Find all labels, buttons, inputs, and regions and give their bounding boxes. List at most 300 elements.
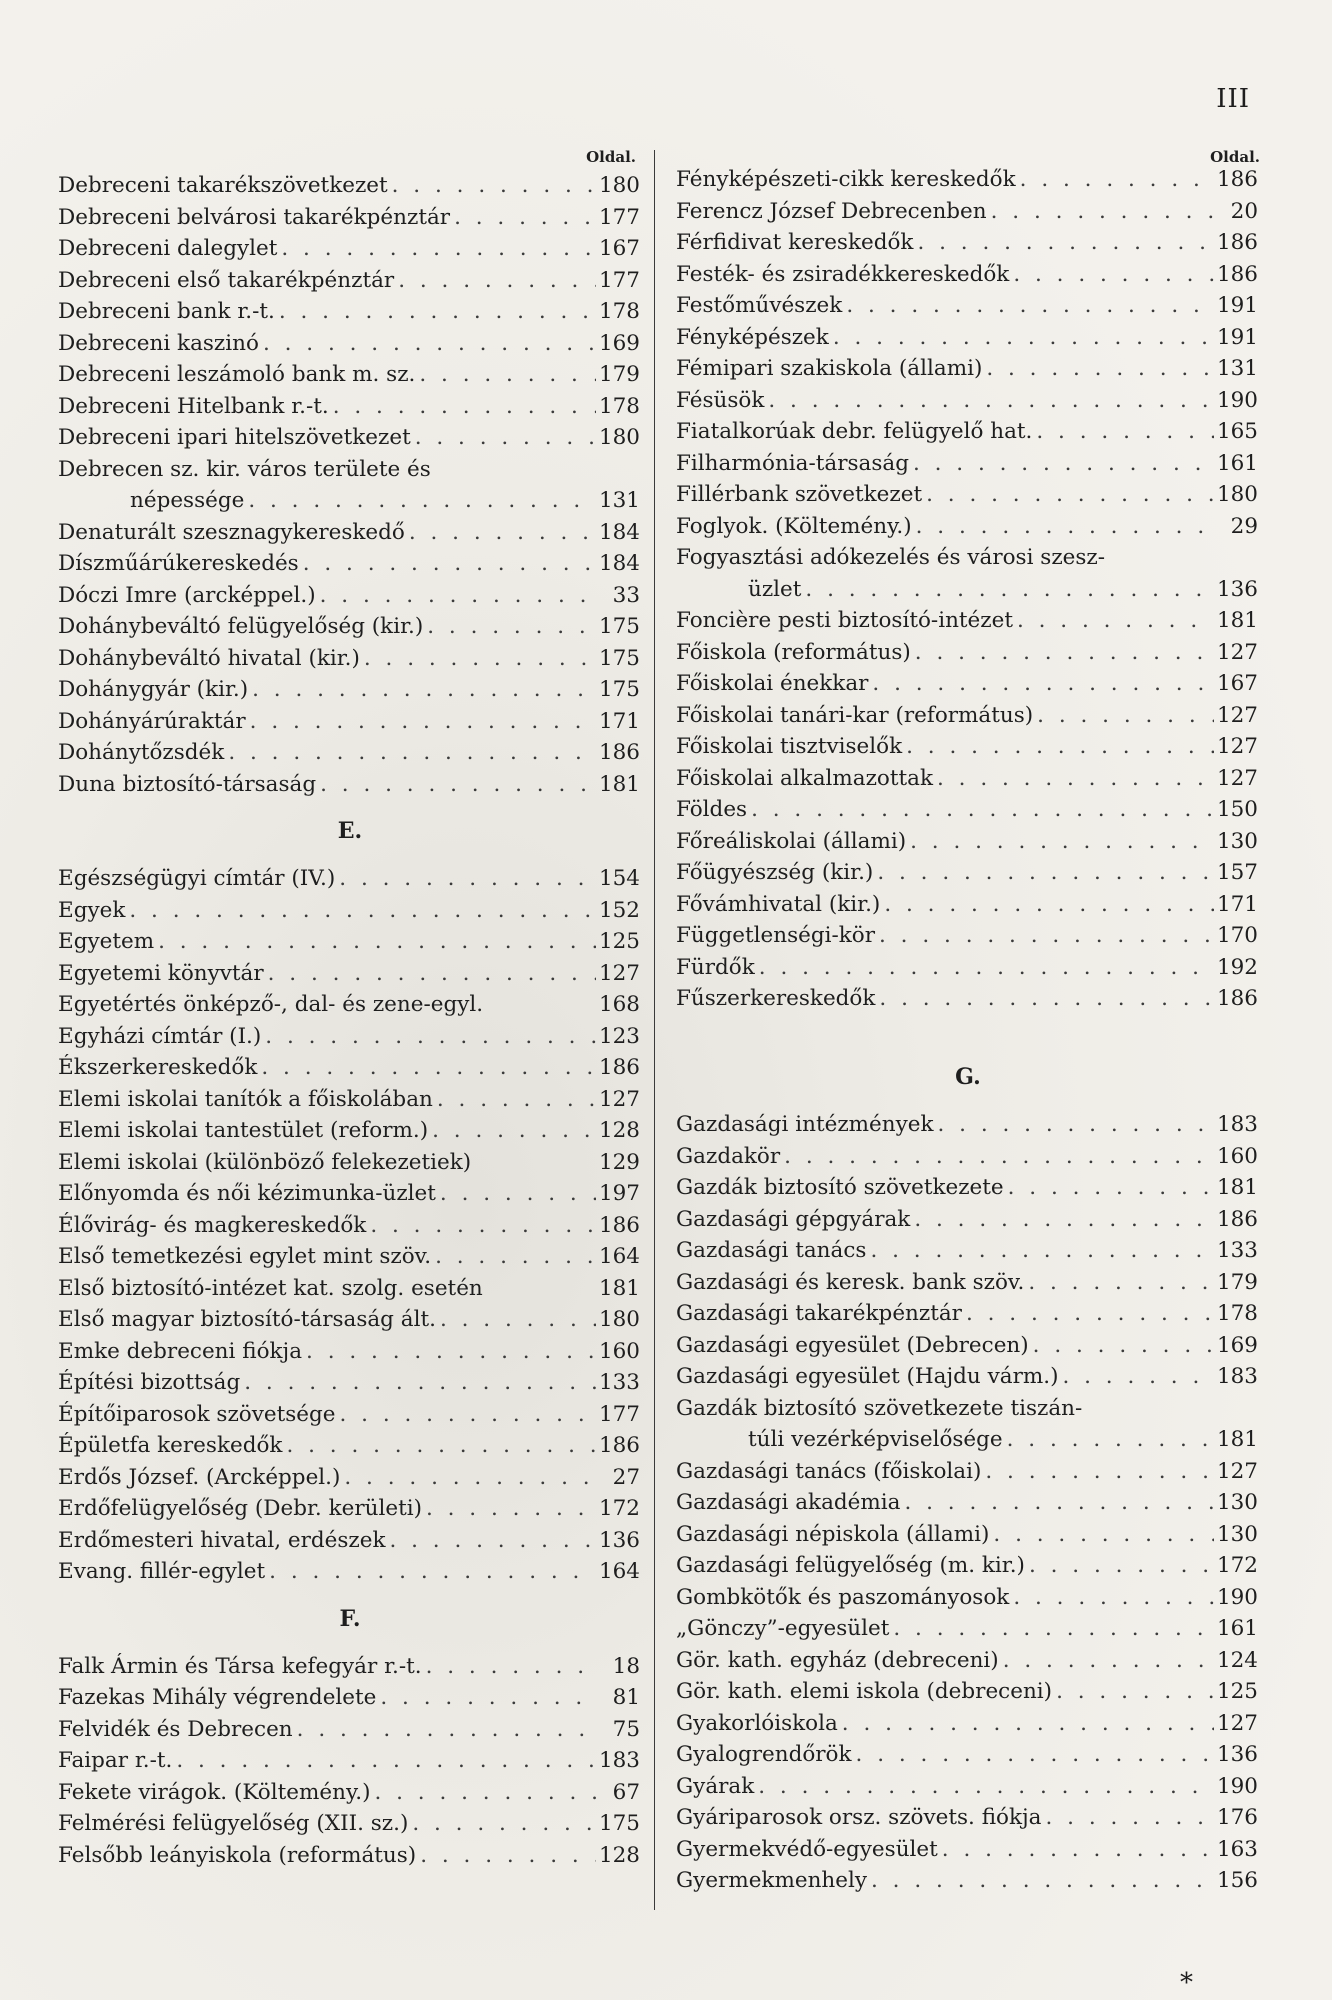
entry-name: Épületfa kereskedők	[58, 1433, 283, 1458]
dot-leader	[909, 448, 1214, 480]
entry-name: Főiskolai énekkar	[676, 671, 869, 696]
dot-leader	[1033, 700, 1214, 732]
dot-leader	[999, 1645, 1214, 1677]
dot-leader	[240, 1367, 596, 1399]
entry-name: Fényképészek	[676, 324, 829, 350]
dot-leader	[829, 322, 1214, 354]
dot-leader	[316, 580, 596, 612]
entry-name: Debrecen sz. kir. város területe és	[58, 456, 431, 482]
index-entry	[58, 1840, 642, 1872]
entry-name: Élővirág- és magkereskedők	[58, 1212, 367, 1238]
index-entry	[676, 1802, 1260, 1834]
entry-name: Földes	[676, 797, 748, 822]
index-entry	[676, 1676, 1260, 1708]
index-entry	[676, 322, 1260, 354]
entry-page-number: 186	[598, 1212, 640, 1238]
index-entry	[58, 1178, 642, 1210]
entry-name: Debreceni belvárosi takarékpénztár	[58, 204, 451, 230]
dot-leader	[1052, 1676, 1214, 1708]
dot-leader	[933, 763, 1214, 795]
entry-page-number: 181	[598, 1275, 640, 1301]
index-entry	[58, 1210, 642, 1242]
index-entry	[58, 1052, 642, 1084]
entry-name: Gazdasági felügyelőség (m. kir.)	[676, 1553, 1025, 1578]
entry-name: Gyalogrendőrök	[676, 1742, 852, 1767]
dot-leader	[1013, 605, 1214, 637]
entry-name: túli vezérképviselősége	[748, 1427, 1003, 1452]
entry-page-number: 133	[1216, 1238, 1258, 1263]
entry-page-number: 164	[598, 1244, 640, 1269]
entry-page-number: 191	[1216, 324, 1258, 350]
entry-page-number: 33	[612, 582, 640, 608]
index-entry	[676, 637, 1260, 669]
entry-page-number: 177	[598, 267, 640, 293]
entry-name: Gazdasági gépgyárak	[676, 1206, 911, 1232]
index-entry	[676, 1109, 1260, 1141]
entry-name: Gyárak	[676, 1773, 755, 1799]
entry-name: Férfidivat kereskedők	[676, 230, 914, 255]
dot-leader	[1004, 1172, 1214, 1204]
dot-leader	[981, 1456, 1214, 1488]
entry-page-number: 20	[1230, 198, 1258, 224]
entry-name: Erdőfelügyelőség (Debr. kerületi)	[58, 1496, 422, 1521]
dot-leader	[408, 1808, 596, 1840]
index-entry	[676, 1204, 1260, 1236]
entry-page-number: 130	[1216, 1521, 1258, 1547]
index-entry	[676, 1330, 1260, 1362]
dot-leader	[436, 1304, 596, 1336]
dot-leader	[962, 1298, 1214, 1330]
index-entry	[676, 731, 1260, 763]
dot-leader	[1029, 1330, 1214, 1362]
entry-name: Gazdák biztosító szövetkezete	[676, 1175, 1004, 1200]
entry-name: Debreceni Hitelbank r.-t.	[58, 393, 329, 419]
entry-page-number: 186	[598, 1055, 640, 1080]
index-entry	[58, 1304, 642, 1336]
entry-page-number: 181	[1216, 1175, 1258, 1200]
index-entry	[676, 1739, 1260, 1771]
dot-leader	[764, 385, 1214, 417]
dot-leader	[316, 769, 596, 801]
entry-name: Gazdasági népiskola (állami)	[676, 1521, 990, 1547]
dot-leader	[415, 359, 596, 391]
index-entry	[58, 958, 642, 990]
dot-leader	[244, 485, 596, 517]
dot-leader	[277, 233, 596, 265]
entry-page-number: 183	[1216, 1364, 1258, 1389]
entry-page-number: 81	[612, 1685, 640, 1710]
entry-name: Faipar r.-t.	[58, 1748, 173, 1773]
entry-page-number: 18	[612, 1653, 640, 1679]
index-entry	[676, 889, 1260, 921]
entry-name: Evang. fillér-egylet	[58, 1559, 266, 1584]
entry-name: Egyházi címtár (I.)	[58, 1023, 262, 1049]
entry-name: Gazdasági és keresk. bank szöv.	[676, 1269, 1025, 1295]
entry-name: Fillérbank szövetkezet	[676, 482, 923, 507]
index-entry	[676, 1298, 1260, 1330]
index-entry	[58, 359, 642, 391]
index-entry	[676, 1771, 1260, 1803]
dot-leader	[1016, 164, 1214, 196]
entry-page-number: 130	[1216, 828, 1258, 854]
entry-name: Debreceni bank r.-t.	[58, 299, 275, 324]
entry-page-number: 183	[598, 1748, 640, 1773]
dot-leader	[934, 1109, 1215, 1141]
entry-name: Debreceni dalegylet	[58, 236, 278, 261]
entry-name: Egészségügyi címtár (IV.)	[58, 866, 336, 891]
dot-leader	[1025, 1550, 1214, 1582]
dot-leader	[293, 1714, 596, 1746]
dot-leader	[336, 1399, 597, 1431]
index-entry	[58, 989, 642, 1021]
entry-name: Dohánygyár (kir.)	[58, 677, 249, 702]
dot-leader	[422, 1493, 596, 1525]
entry-page-number: 183	[1216, 1112, 1258, 1137]
index-entry	[676, 416, 1260, 448]
dot-leader	[1042, 1802, 1215, 1834]
dot-leader	[867, 1865, 1214, 1897]
entry-name: Gyermekvédő-egyesület	[676, 1836, 938, 1862]
index-entry	[676, 353, 1260, 385]
entry-page-number: 67	[612, 1779, 640, 1805]
dot-leader	[125, 895, 596, 927]
entry-name: Egyetértés önképző-, dal- és zene-egyl.	[58, 992, 484, 1017]
entry-name: Előnyomda és női kézimunka-üzlet	[58, 1181, 436, 1206]
entry-page-number: 190	[1216, 1584, 1258, 1610]
entry-name: Dohánybeváltó hivatal (kir.)	[58, 645, 360, 671]
index-entry	[676, 196, 1260, 228]
index-entry	[58, 1651, 642, 1683]
entry-name: Elemi iskolai (különböző felekezetiek)	[58, 1149, 472, 1175]
dot-leader	[912, 511, 1214, 543]
entry-page-number: 169	[598, 330, 640, 356]
entry-name: Felmérési felügyelőség (XII. sz.)	[58, 1811, 409, 1836]
index-entry	[58, 1336, 642, 1368]
entry-page-number: 124	[1216, 1647, 1258, 1673]
dot-leader	[842, 290, 1214, 322]
dot-leader	[265, 1556, 596, 1588]
index-entry	[58, 296, 642, 328]
index-entry	[58, 170, 642, 202]
entry-page-number: 180	[1216, 482, 1258, 507]
entry-page-number: 27	[612, 1464, 640, 1490]
entry-name: Főiskolai tisztviselők	[676, 734, 903, 759]
entry-name: Első magyar biztosító-társaság ált.	[58, 1307, 436, 1332]
entry-page-number: 177	[598, 1401, 640, 1427]
entry-name: Gör. kath. elemi iskola (debreceni)	[676, 1679, 1053, 1704]
entry-page-number: 181	[1216, 1427, 1258, 1452]
page-number: III	[1216, 84, 1250, 114]
entry-name: Emke debreceni fiókja	[58, 1338, 303, 1364]
index-entry	[58, 737, 642, 769]
entry-page-number: 186	[598, 1433, 640, 1458]
index-entry	[58, 1021, 642, 1053]
index-entry	[58, 611, 642, 643]
dot-leader	[987, 196, 1214, 228]
entry-page-number: 169	[1216, 1332, 1258, 1358]
index-entry	[676, 700, 1260, 732]
entry-page-number: 160	[598, 1338, 640, 1364]
index-entry	[676, 763, 1260, 795]
dot-leader	[431, 1241, 596, 1273]
dot-leader	[1058, 1361, 1214, 1393]
entry-page-number: 131	[598, 488, 640, 513]
section-letter: F.	[339, 1605, 361, 1632]
dot-leader	[902, 731, 1214, 763]
dot-leader	[405, 517, 596, 549]
entry-page-number: 179	[1216, 1269, 1258, 1295]
entry-name: „Gönczy”-egyesület	[676, 1616, 890, 1641]
index-entry	[58, 580, 642, 612]
entry-page-number: 167	[598, 236, 640, 261]
dot-leader	[275, 296, 596, 328]
index-entry	[58, 422, 642, 454]
section-gap	[676, 1015, 1260, 1047]
entry-page-number: 180	[598, 1307, 640, 1332]
entry-name: Gazdák biztosító szövetkezete tiszán-	[676, 1395, 1083, 1421]
entry-page-number: 178	[598, 299, 640, 324]
dot-leader	[1032, 416, 1214, 448]
entry-page-number: 180	[598, 425, 640, 450]
left-column	[58, 148, 642, 1871]
dot-leader	[1024, 1267, 1214, 1299]
entry-page-number: 170	[1216, 923, 1258, 948]
dot-leader	[224, 737, 596, 769]
dot-leader	[329, 391, 596, 423]
entry-page-number: 130	[1216, 1490, 1258, 1515]
index-entry	[58, 1399, 642, 1431]
dot-leader	[875, 983, 1214, 1015]
index-entry	[58, 895, 642, 927]
index-entry	[676, 448, 1260, 480]
entry-page-number: 129	[598, 1149, 640, 1175]
dot-leader	[906, 826, 1214, 858]
entry-page-number: 186	[1216, 230, 1258, 255]
entry-page-number: 172	[598, 1496, 640, 1521]
entry-page-number: 75	[612, 1716, 640, 1742]
entry-name: Első biztosító-intézet kat. szolg. esetén	[58, 1275, 483, 1301]
dot-leader	[873, 857, 1214, 889]
entry-page-number: 190	[1216, 387, 1258, 413]
dot-leader	[299, 548, 596, 580]
entry-name: Elemi iskolai tanítók a főiskolában	[58, 1086, 433, 1112]
index-entry	[676, 1172, 1260, 1204]
entry-page-number: 167	[1216, 671, 1258, 696]
entry-page-number: 171	[1216, 891, 1258, 917]
entry-page-number: 175	[598, 677, 640, 702]
index-entry	[676, 1582, 1260, 1614]
entry-page-number: 181	[598, 771, 640, 797]
dot-leader	[780, 1141, 1214, 1173]
entry-name: Fazekas Mihály végrendelete	[58, 1685, 377, 1710]
entry-name: Dohánytőzsdék	[58, 740, 225, 765]
left-column-header: Oldal.	[586, 148, 636, 166]
dot-leader	[938, 1834, 1214, 1866]
entry-page-number: 161	[1216, 1616, 1258, 1641]
index-entry	[58, 1493, 642, 1525]
entry-name: Debreceni leszámoló bank m. sz.	[58, 362, 416, 387]
index-entry	[58, 1084, 642, 1116]
entry-page-number: 178	[598, 393, 640, 419]
entry-page-number: 127	[1216, 734, 1258, 759]
entry-name: Fésüsök	[676, 387, 765, 413]
dot-leader	[982, 353, 1214, 385]
entry-page-number: 175	[598, 1811, 640, 1836]
entry-name: Gazdasági egyesület (Debrecen)	[676, 1332, 1029, 1358]
dot-leader	[1009, 259, 1214, 291]
entry-name: Dohányárúraktár	[58, 708, 246, 734]
index-entry	[676, 227, 1260, 259]
entry-name: Gyáriparosok orsz. szövets. fiókja	[676, 1805, 1042, 1830]
entry-name: Építőiparosok szövetsége	[58, 1401, 336, 1427]
dot-leader	[428, 1115, 596, 1147]
index-entry	[58, 391, 642, 423]
dot-leader	[385, 1525, 596, 1557]
entry-page-number: 176	[1216, 1805, 1258, 1830]
entry-page-number: 127	[1216, 1458, 1258, 1484]
dot-leader	[913, 227, 1214, 259]
index-entry	[58, 1745, 642, 1777]
entry-page-number: 181	[1216, 608, 1258, 633]
index-entry	[58, 1115, 642, 1147]
entry-name: Duna biztosító-társaság	[58, 771, 317, 797]
index-entry	[58, 1241, 642, 1273]
entry-name: Denaturált szesznagykereskedő	[58, 519, 405, 545]
index-entry	[58, 1430, 642, 1462]
dot-leader	[801, 574, 1214, 606]
entry-page-number: 127	[1216, 1710, 1258, 1736]
entry-page-number: 127	[1216, 765, 1258, 791]
entry-name: Egyek	[58, 897, 126, 923]
entry-name: Foglyok. (Költemény.)	[676, 513, 912, 539]
index-entry	[58, 1556, 642, 1588]
index-entry	[676, 920, 1260, 952]
dot-leader	[755, 952, 1214, 984]
dot-leader	[360, 643, 596, 675]
dot-leader	[366, 1210, 596, 1242]
entry-name: Főügyészség (kir.)	[676, 860, 874, 885]
dot-leader	[423, 611, 596, 643]
dot-leader	[436, 1178, 596, 1210]
entry-name: Filharmónia-társaság	[676, 450, 909, 476]
index-entry	[676, 1519, 1260, 1551]
index-entry	[58, 328, 642, 360]
entry-name: Dóczi Imre (arcképpel.)	[58, 582, 316, 608]
entry-page-number: 133	[598, 1370, 640, 1395]
entry-name: Fővámhivatal (kir.)	[676, 891, 881, 917]
dot-leader	[754, 1771, 1214, 1803]
entry-page-number: 136	[1216, 576, 1258, 602]
dot-leader	[248, 674, 596, 706]
index-entry	[676, 983, 1260, 1015]
index-entry	[58, 1714, 642, 1746]
index-entry	[676, 1613, 1260, 1645]
entry-page-number: 161	[1216, 450, 1258, 476]
entry-page-number: 186	[598, 740, 640, 765]
index-entry	[676, 605, 1260, 637]
index-entry	[676, 857, 1260, 889]
entry-page-number: 184	[598, 519, 640, 545]
entry-page-number: 184	[598, 551, 640, 576]
entry-name: Gazdasági takarékpénztár	[676, 1301, 962, 1326]
entry-page-number: 192	[1216, 954, 1258, 980]
entry-name: Debreceni takarékszövetkezet	[58, 173, 388, 198]
dot-leader	[282, 1430, 596, 1462]
index-entry	[676, 574, 1260, 606]
index-entry	[676, 1267, 1260, 1299]
entry-name: Fiatalkorúak debr. felügyelő hat.	[676, 419, 1033, 444]
dot-leader	[911, 637, 1214, 669]
dot-leader	[261, 1021, 596, 1053]
dot-leader	[838, 1708, 1214, 1740]
index-entry	[58, 1682, 642, 1714]
entry-page-number: 186	[1216, 167, 1258, 192]
entry-page-number: 150	[1216, 797, 1258, 822]
dot-leader	[1003, 1424, 1214, 1456]
entry-name: Fogyasztási adókezelés és városi szesz-	[676, 545, 1106, 570]
index-entry	[676, 1834, 1260, 1866]
entry-page-number: 136	[1216, 1742, 1258, 1767]
entry-name: Gazdasági intézmények	[676, 1112, 934, 1137]
dot-leader	[257, 1052, 596, 1084]
index-entry	[676, 794, 1260, 826]
entry-name: Gyakorlóiskola	[676, 1710, 838, 1736]
entry-name: Fürdők	[676, 954, 755, 980]
index-entry	[58, 517, 642, 549]
entry-name: Gazdakör	[676, 1143, 781, 1169]
dot-leader	[335, 863, 596, 895]
entry-name: Erdős József. (Arcképpel.)	[58, 1464, 341, 1490]
entry-name: Dohánybeváltó felügyelőség (kir.)	[58, 614, 424, 639]
entry-name: Fényképészeti-cikk kereskedők	[676, 167, 1016, 192]
entry-name: Gör. kath. egyház (debreceni)	[676, 1647, 999, 1673]
dot-leader	[172, 1745, 596, 1777]
dot-leader	[922, 479, 1214, 511]
index-entry	[676, 1456, 1260, 1488]
index-entry	[58, 1777, 642, 1809]
index-entry	[676, 1361, 1260, 1393]
index-entry	[676, 164, 1260, 196]
dot-leader	[416, 1840, 596, 1872]
index-entry	[676, 1235, 1260, 1267]
entry-page-number: 157	[1216, 860, 1258, 885]
entry-name: Ferencz József Debrecenben	[676, 198, 987, 224]
dot-leader	[376, 1682, 596, 1714]
index-entry	[58, 233, 642, 265]
index-entry	[58, 265, 642, 297]
entry-page-number: 190	[1216, 1773, 1258, 1799]
entry-name: Fűszerkereskedők	[676, 986, 876, 1011]
entry-name: Gazdasági tanács (főiskolai)	[676, 1458, 982, 1484]
entry-name: Főiskolai tanári-kar (református)	[676, 702, 1034, 728]
entry-name: Főreáliskolai (állami)	[676, 828, 907, 854]
entry-page-number: 125	[598, 929, 640, 954]
index-entry	[58, 1462, 642, 1494]
entry-page-number: 127	[598, 1086, 640, 1112]
entry-page-number: 177	[598, 204, 640, 230]
entry-name: Falk Ármin és Társa kefegyár r.-t.	[58, 1653, 422, 1679]
index-entry	[58, 643, 642, 675]
entry-name: Debreceni ipari hitelszövetkezet	[58, 425, 411, 450]
index-entry	[676, 668, 1260, 700]
entry-name: Építési bizottság	[58, 1370, 241, 1395]
index-entry	[676, 952, 1260, 984]
entry-page-number: 191	[1216, 293, 1258, 318]
dot-leader	[866, 1235, 1214, 1267]
column-divider	[654, 150, 655, 1910]
entry-name: népessége	[130, 488, 245, 513]
entry-page-number: 165	[1216, 419, 1258, 444]
